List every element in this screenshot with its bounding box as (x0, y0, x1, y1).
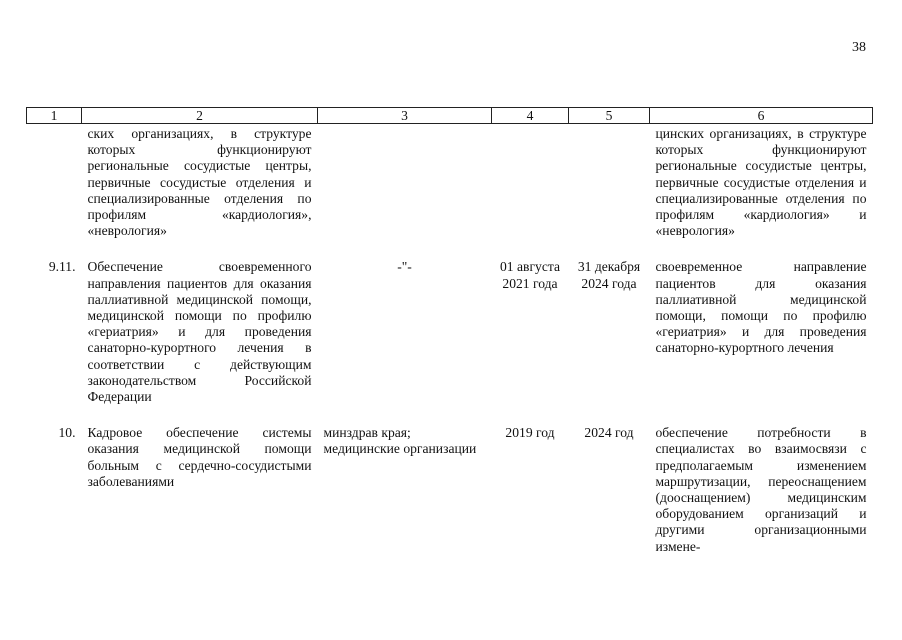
row-responsible: минздрав края; медицинские организации (323, 425, 477, 457)
header-col-2: 2 (82, 108, 318, 124)
row-start-date: 01 августа 2021 года (500, 259, 560, 291)
row-result: своевременное направление пациентов для оказания паллиативной медицинской помощи, помощи по профилю «гериатрия» и для проведения санаторно-курортного лечения (655, 259, 867, 356)
row-start-date (492, 124, 569, 240)
row-responsible (318, 124, 492, 240)
row-end-date: 31 декабря 2024 года (577, 259, 641, 291)
header-col-6: 6 (650, 108, 873, 124)
table-row (27, 425, 873, 555)
row-result: обеспечение потребности в специалистах во взаимосвязи с предполагаемым изменением маршрутизации, переоснащением (дооснащением) медицинским оборудованием организаций и другими организационными измене- (655, 425, 867, 554)
row-number: 9.11. (48, 259, 76, 275)
page-number: 38 (852, 40, 866, 55)
row-end-date (569, 124, 650, 240)
row-activity: ских организациях, в структуре которых функционируют региональные сосудистые центры, первичные сосудистые отделения и специализированные отделения по профилям «кардиология», «неврология» (87, 126, 312, 239)
header-row (27, 108, 873, 124)
header-col-5: 5 (569, 108, 650, 124)
row-responsible: -"- (397, 259, 412, 275)
row-number: 10. (58, 425, 76, 441)
header-col-3: 3 (318, 108, 492, 124)
table-row (27, 124, 873, 240)
row-spacer (27, 239, 873, 259)
row-start-date: 2019 год (505, 425, 555, 441)
header-col-1: 1 (27, 108, 82, 124)
table-row (27, 259, 873, 405)
row-activity: Кадровое обеспечение системы оказания медицинской помощи больным с сердечно-сосудистыми заболеваниями (87, 425, 312, 489)
row-number (27, 124, 82, 240)
row-activity: Обеспечение своевременного направления пациентов для оказания паллиативной медицинской помощи, медицинской помощи по профилю «гериатрия» и для проведения санаторно-курортного лечения в соответствии с действующим законодательством Российской Федерации (87, 259, 312, 405)
header-col-4: 4 (492, 108, 569, 124)
row-end-date: 2024 год (584, 425, 634, 441)
row-result: цинских организациях, в структуре которых функционируют региональные сосудистые центры, первичные сосудистые отделения и специализированные отделения по профилям «кардиология» и «неврология» (655, 126, 867, 239)
row-spacer (27, 405, 873, 425)
measures-table (26, 107, 873, 555)
